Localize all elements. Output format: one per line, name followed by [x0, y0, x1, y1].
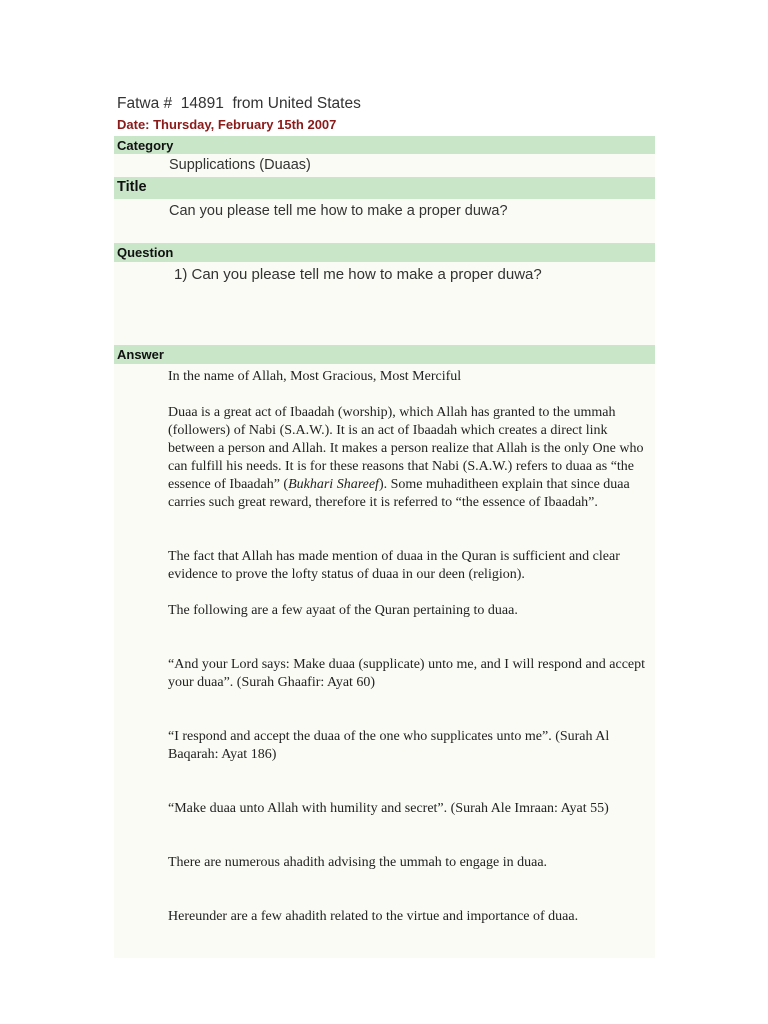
fatwa-number-line: Fatwa # 14891 from United States: [117, 95, 361, 112]
answer-paragraph: Hereunder are a few ahadith related to the virtue and importance of duaa.: [168, 909, 579, 924]
answer-paragraph: Duaa is a great act of Ibaadah (worship), which Allah has granted to the ummah (followers) of Nabi (S.A.W.). It is an act of Ibaadah which creates a direct link between a person and Allah. It makes a person realize that Allah is the only One who can fulfill his needs. It is for these reasons that Nabi (S.A.W.) refers to duaa as “the essence of Ibaadah” (Bukhari Shareef). Some muhaditheen explain that since duaa carries such great reward, therefore it is referred to “the essence of Ibaadah”.: [168, 405, 644, 510]
answer-paragraph: “And your Lord says: Make duaa (supplicate) unto me, and I will respond and accept your duaa”. (Surah Ghaafir: Ayat 60): [168, 657, 646, 690]
category-header: [114, 136, 655, 154]
title-header: [114, 177, 655, 199]
title-label: Title: [117, 179, 147, 195]
answer-paragraph: In the name of Allah, Most Gracious, Most Merciful: [168, 369, 462, 384]
category-label: Category: [117, 138, 174, 153]
title-cell: [114, 199, 655, 243]
answer-header: [114, 345, 655, 364]
question-value: 1) Can you please tell me how to make a proper duwa?: [174, 266, 542, 283]
question-header: [114, 243, 655, 262]
answer-paragraph: “I respond and accept the duaa of the one who supplicates unto me”. (Surah Al Baqarah: Ayat 186): [168, 729, 610, 762]
category-value: Supplications (Duaas): [169, 157, 311, 173]
answer-paragraph: The fact that Allah has made mention of duaa in the Quran is sufficient and clear evidence to prove the lofty status of duaa in our deen (religion).: [168, 549, 620, 582]
answer-paragraph: The following are a few ayaat of the Quran pertaining to duaa.: [168, 603, 518, 618]
answer-paragraph: There are numerous ahadith advising the ummah to engage in duaa.: [168, 855, 548, 870]
title-value: Can you please tell me how to make a proper duwa?: [169, 203, 508, 219]
answer-paragraph: “Make duaa unto Allah with humility and secret”. (Surah Ale Imraan: Ayat 55): [168, 801, 609, 816]
fatwa-date: Date: Thursday, February 15th 2007: [117, 117, 337, 132]
category-cell: [114, 154, 655, 177]
answer-label: Answer: [117, 347, 164, 362]
question-label: Question: [117, 245, 174, 260]
answer-body: [168, 368, 653, 926]
